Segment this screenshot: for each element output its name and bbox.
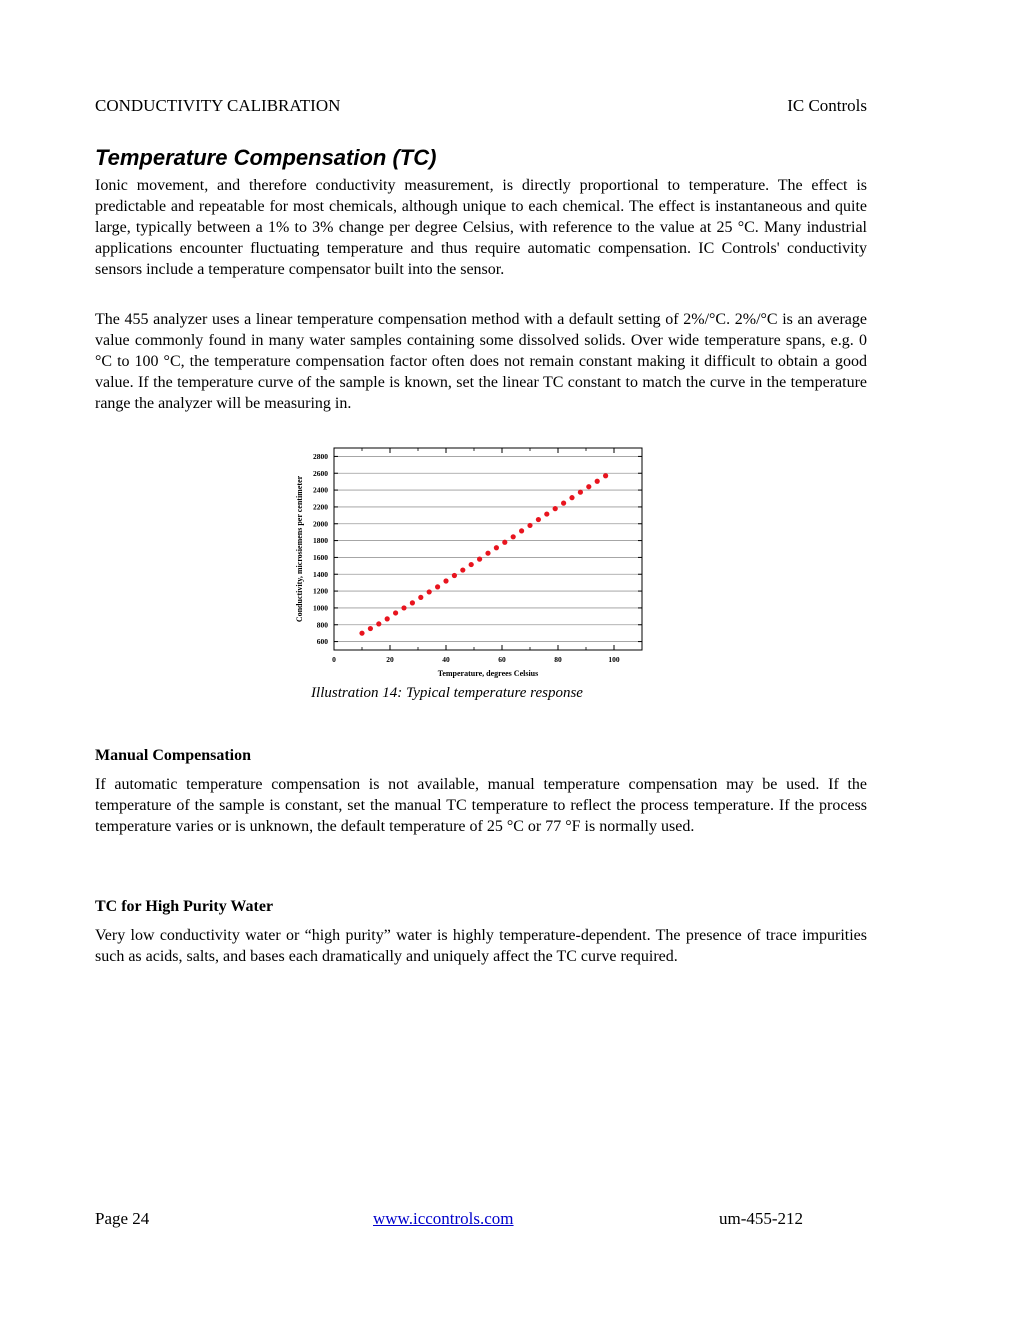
- manual-compensation-heading: Manual Compensation: [95, 747, 252, 764]
- linear-tc-paragraph: The 455 analyzer uses a linear temperature compensation method with a default setting of 2%/°C. 2%/°C is an average value commonly found in many water samples containing some dissolved solids. Over wide temperature spans, e.g. 0 °C to 100 °C, the temperature compensation factor often does not remain constant making it difficult to obtain a good value. If the temperature curve of the sample is known, set the linear TC constant to match the curve in the temperature range the analyzer will be measuring in.: [95, 311, 867, 412]
- x-tick-label: 20: [386, 655, 394, 664]
- plot-frame: [334, 448, 642, 650]
- chart-points: [359, 473, 608, 636]
- x-axis-label: Temperature, degrees Celsius: [437, 669, 539, 678]
- page-number: Page 24: [95, 1209, 150, 1228]
- data-point: [385, 616, 390, 621]
- x-tick-label: 60: [498, 655, 506, 664]
- running-header-company: IC Controls: [787, 96, 867, 115]
- data-point: [536, 517, 541, 522]
- website-link[interactable]: www.iccontrols.com: [373, 1209, 514, 1228]
- data-point: [527, 523, 532, 528]
- data-point: [553, 506, 558, 511]
- data-point: [603, 473, 608, 478]
- y-tick-label: 2600: [313, 468, 328, 478]
- data-point: [511, 534, 516, 539]
- data-point: [569, 495, 574, 500]
- data-point: [494, 545, 499, 550]
- y-tick-label: 1600: [313, 552, 328, 562]
- data-point: [443, 578, 448, 583]
- chart-grid: [334, 456, 642, 641]
- y-tick-label: 800: [316, 620, 328, 630]
- data-point: [401, 605, 406, 610]
- data-point: [477, 557, 482, 562]
- data-point: [519, 528, 524, 533]
- section-title: Temperature Compensation (TC): [95, 145, 437, 170]
- data-point: [393, 610, 398, 615]
- x-tick-label: 100: [608, 655, 620, 664]
- data-point: [376, 621, 381, 626]
- y-tick-label: 1000: [313, 603, 328, 613]
- intro-paragraph: Ionic movement, and therefore conductivity measurement, is directly proportional to temperature. The effect is predictable and repeatable for most chemicals, although unique to each chemical. The effect is instantaneous and quite large, typically between a 1% to 3% change per degree Celsius, with reference to the value at 25 °C. Many industrial applications encounter fluctuating temperature and thus require automatic compensation. IC Controls' conductivity sensors include a temperature compensator built into the sensor.: [95, 177, 867, 278]
- chart-svg: [288, 440, 668, 690]
- figure-caption: Illustration 14: Typical temperature response: [311, 685, 583, 701]
- data-point: [586, 484, 591, 489]
- document-number: um-455-212: [719, 1209, 804, 1228]
- x-tick-label: 40: [442, 655, 450, 664]
- data-point: [460, 567, 465, 572]
- y-tick-label: 2200: [313, 502, 328, 512]
- data-point: [561, 501, 566, 506]
- data-point: [485, 551, 490, 556]
- data-point: [427, 589, 432, 594]
- x-tick-label: 80: [554, 655, 562, 664]
- y-tick-label: 1400: [313, 569, 328, 579]
- data-point: [578, 490, 583, 495]
- temperature-response-chart: [288, 440, 668, 690]
- data-point: [410, 600, 415, 605]
- data-point: [502, 540, 507, 545]
- data-point: [368, 626, 373, 631]
- x-tick-label: 0: [332, 655, 336, 664]
- data-point: [595, 479, 600, 484]
- data-point: [359, 631, 364, 636]
- running-header-title: CONDUCTIVITY CALIBRATION: [95, 96, 341, 115]
- y-tick-label: 2400: [313, 485, 328, 495]
- manual-compensation-paragraph: If automatic temperature compensation is not available, manual temperature compensation may be used. If the temperature of the sample is constant, set the manual TC temperature to reflect the process temperature. If the process temperature varies or is unknown, the default temperature of 25 °C or 77 °F is normally used.: [95, 776, 867, 835]
- data-point: [418, 595, 423, 600]
- y-tick-label: 600: [316, 637, 328, 647]
- high-purity-paragraph: Very low conductivity water or “high purity” water is highly temperature-dependent. The presence of trace impurities such as acids, salts, and bases each dramatically and uniquely affect the TC curve required.: [95, 927, 867, 965]
- y-tick-label: 1800: [313, 536, 328, 546]
- data-point: [452, 573, 457, 578]
- data-point: [544, 511, 549, 516]
- y-axis-label: Conductivity, microsiemens per centimeter: [295, 475, 304, 623]
- high-purity-heading: TC for High Purity Water: [95, 898, 274, 915]
- y-tick-label: 2800: [313, 451, 328, 461]
- y-tick-label: 2000: [313, 519, 328, 529]
- y-tick-label: 1200: [313, 586, 328, 596]
- data-point: [435, 584, 440, 589]
- data-point: [469, 562, 474, 567]
